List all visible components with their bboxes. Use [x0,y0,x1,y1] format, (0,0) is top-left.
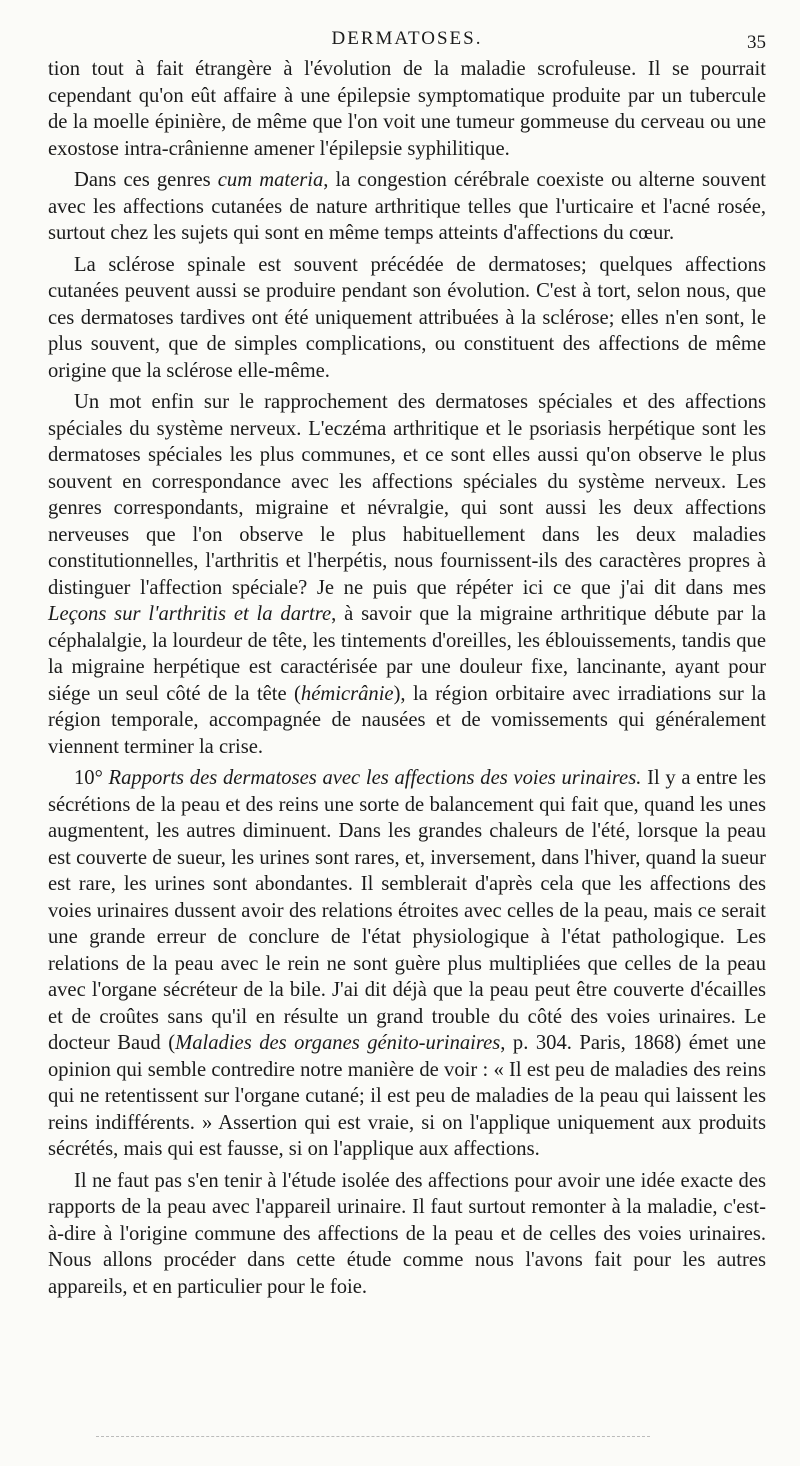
section-number: 10° [74,767,109,789]
paragraph-4 [48,389,766,760]
paragraph-5-section-10 [48,765,766,1163]
page-number: 35 [747,32,766,53]
paragraph-3 [48,252,766,385]
text-span: tion tout à fait étrangère à l'évolution de la maladie scrofuleuse. Il se pourrait cependant qu'on eût affaire à une épilepsie symptomatique produite par un tubercule de la moelle épinière, de même que l'on voit une tumeur gommeuse du cerveau ou une exostose intra-crânienne amener l'épilepsie syphilitique. [48,58,766,160]
paragraph-6 [48,1168,766,1301]
footer-rule [96,1436,650,1437]
section-heading: Rapports des dermatoses avec les affections des voies urinaires. [108,767,642,789]
text-span: Un mot enfin sur le rapprochement des dermatoses spéciales et des affections spéciales du système nerveux. L'eczéma arthritique et le psoriasis herpétique sont les dermatoses spéciales les plus communes, et ce sont elles aussi qu'on observe le plus souvent en correspondance avec les affections spéciales du système nerveux. Les genres correspondants, migraine et névralgie, qui sont aussi les deux affections nerveuses que l'on observe le plus habituellement dans les deux maladies constitutionnelles, l'arthritis et l'herpétis, nous fournissent-ils des caractères propres à distinguer l'affection spéciale? Je ne puis que répéter ici ce que j'ai dit dans mes [48,391,766,599]
body-text [48,56,766,1305]
page-header [48,28,766,56]
text-span: La sclérose spinale est souvent précédée de dermatoses; quelques affections cutanées peuvent aussi se produire pendant son évolution. C'est à tort, selon nous, que ces dermatoses tardives ont été uniquement attribuées à la sclérose; elles n'en sont, le plus souvent, que de simples complications, ou constituent des affections de même origine que la sclérose elle-même. [48,253,766,382]
text-span: , la congestion cérébrale coexiste ou alterne souvent avec les affections cutanées de nature arthritique telles que l'urticaire et l'acné rosée, surtout chez les sujets qui sont en même temps atteints d'affections du cœur. [48,169,767,244]
paragraph-2 [48,167,766,247]
paragraph-1 [48,56,766,162]
italic-book-title: Maladies des organes génito-urinaires [175,1032,501,1054]
text-span: , p. 304. Paris, 1868) émet une opinion qui semble contredire notre manière de voir : « Il est peu de maladies des reins qui ne retentissent sur l'organe cutané; il est peu de maladies de la peau qui laissent les reins indifférents. » Assertion qui est vraie, si on l'applique uniquement aux produits sécrétés, mais qui est fausse, si on l'applique aux affections. [48,1032,766,1160]
text-span: ), la région orbitaire avec irradiations sur la région temporale, accompagnée de nausées et de vomissements qui généralement viennent terminer la crise. [48,682,766,758]
italic-term: hémicrânie [300,682,394,705]
running-title: DERMATOSES. [331,28,483,49]
text-span: Il y a entre les sécrétions de la peau et des reins une sorte de balancement qui fait que, quand les unes augmentent, les autres diminuent. Dans les grandes chaleurs de l'été, lorsque la peau est couverte de sueur, les urines sont rares, et, inversement, dans l'hiver, quand la sueur est rare, les urines sont abondantes. Il semblerait d'après cela que les affections des voies urinaires dussent avoir des relations étroites avec celles de la peau, mais ce serait une grande erreur de conclure de l'état physiologique à l'état pathologique. Les relations de la peau avec le rein ne sont guère plus multipliées que celles de la peau avec l'organe sécréteur de la bile. J'ai dit déjà que la peau peut être couverte d'écailles et de croûtes sans qu'il en résulte un grand trouble du côté des voies urinaires. Le docteur Baud ( [48,767,766,1054]
text-span: Dans ces genres [74,169,218,191]
text-span: Il ne faut pas s'en tenir à l'étude isolée des affections pour avoir une idée exacte des rapports de la peau avec l'appareil urinaire. Il faut surtout remonter à la maladie, c'est-à-dire à l'origine commune des affections de la peau et de celles des voies urinaires. Nous allons procéder dans cette étude comme nous l'avons fait pour les autres appareils, et en particulier pour le foie. [48,1169,766,1298]
italic-term: cum materia [217,169,324,191]
italic-book-title: Leçons sur l'arthritis et la dartre [48,603,332,625]
text-span: , à savoir que la migraine arthritique débute par la céphalalgie, la lourdeur de tête, les tintements d'oreilles, les éblouissements, tandis que la migraine herpétique est caractérisée par une douleur fixe, lancinante, ayant pour siége un seul côté de la tête ( [48,603,766,705]
